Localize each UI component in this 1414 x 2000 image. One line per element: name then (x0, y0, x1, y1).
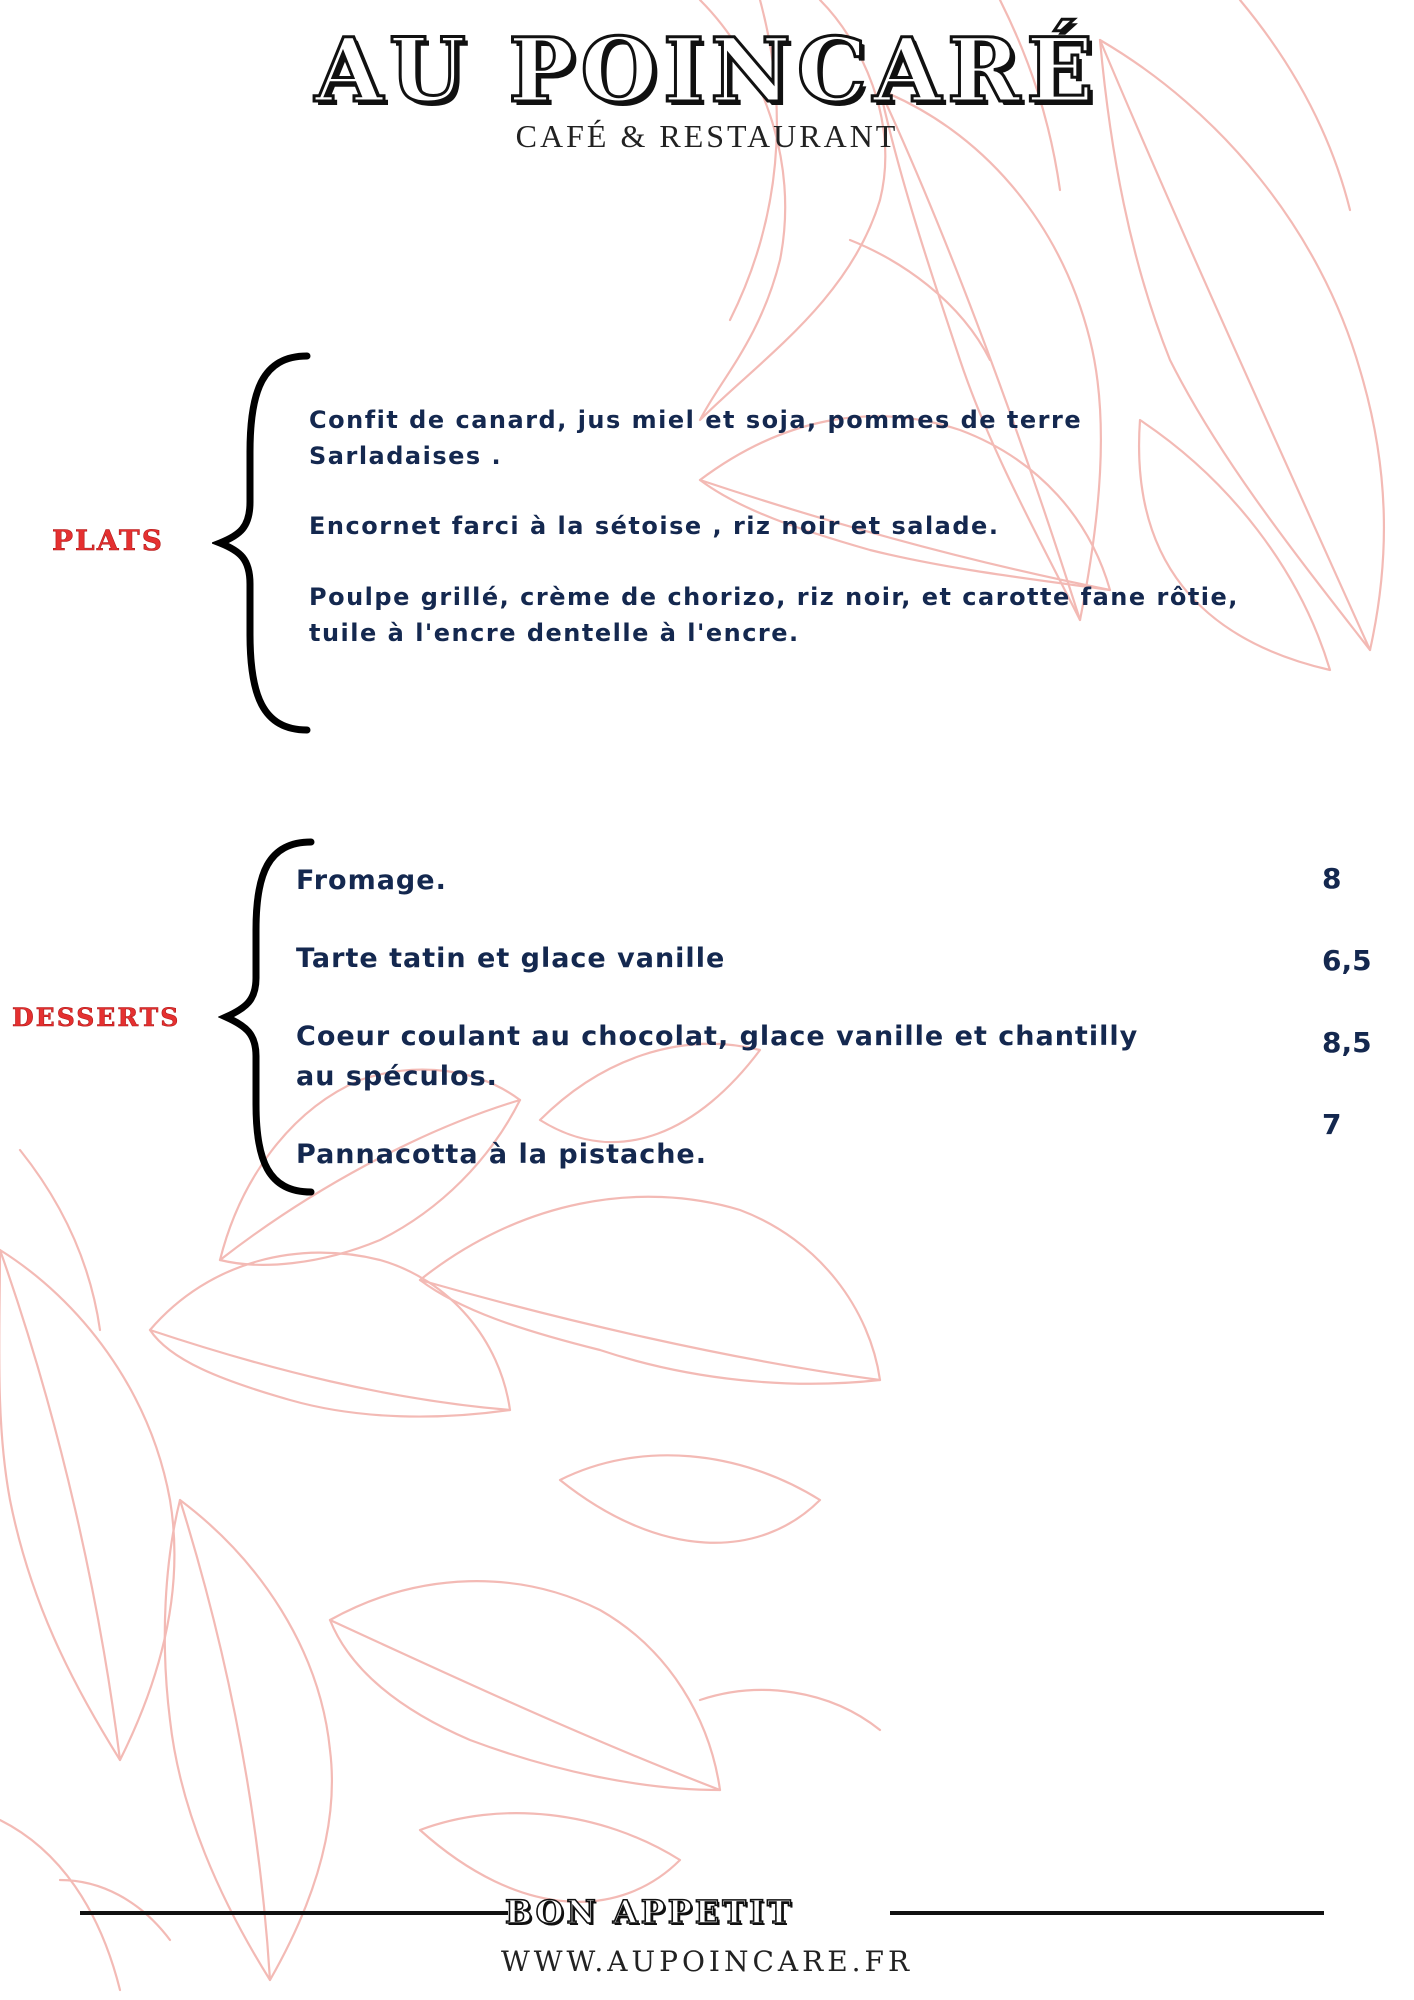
dessert-item-2: Tarte tatin et glace vanille (296, 943, 726, 974)
restaurant-title: AU POINCARÉ (314, 18, 1100, 122)
footer-title: BON APPETIT (505, 1893, 794, 1931)
footer-rule-left (80, 1911, 508, 1915)
dessert-item-4: Pannacotta à la pistache. (296, 1139, 708, 1170)
dessert-price-1: 8 (1322, 862, 1342, 895)
plats-dish-2: Encornet farci à la sétoise , riz noir et salade. (309, 512, 1000, 540)
dessert-item-3: Coeur coulant au chocolat, glace vanille et chantilly au spéculos. (296, 1021, 1139, 1092)
dessert-item-1: Fromage. (296, 865, 447, 896)
dessert-price-2: 6,5 (1322, 944, 1372, 977)
dessert-price-4: 7 (1322, 1108, 1342, 1141)
plats-dish-3: Poulpe grillé, crème de chorizo, riz noir, et carotte fane rôtie, tuile à l'encre dentelle à l'encre. (309, 583, 1239, 647)
section-label-desserts: DESSERTS (12, 1003, 181, 1032)
section-label-plats: PLATS (52, 524, 164, 557)
footer-rule-right (890, 1911, 1324, 1915)
footer-website: WWW.AUPOINCARE.FR (500, 1945, 914, 1978)
plats-dish-1: Confit de canard, jus miel et soja, pommes de terre Sarladaises . (309, 406, 1083, 470)
restaurant-subtitle: CAFÉ & RESTAURANT (515, 118, 899, 154)
plats-brace (212, 352, 312, 734)
dessert-price-3: 8,5 (1322, 1026, 1372, 1059)
